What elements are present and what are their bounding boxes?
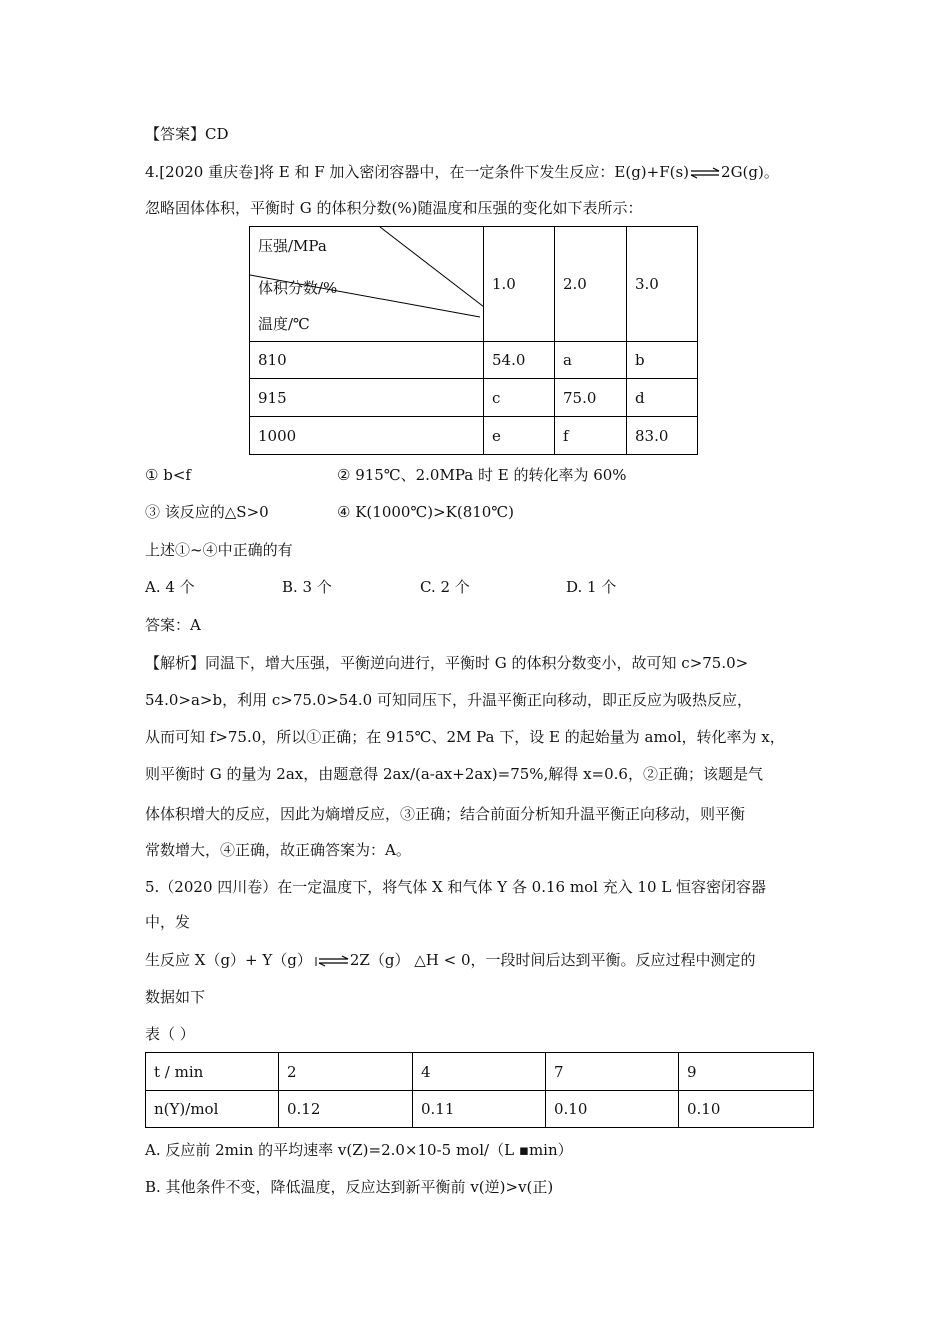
value-cell: 54.0 (484, 342, 555, 379)
q4-line1-post: 2G(g)。 (721, 163, 779, 181)
amount-cell: 0.12 (279, 1091, 413, 1128)
q5-line1: 5.（2020 四川卷）在一定温度下，将气体 X 和气体 Y 各 0.16 mol 充入 10 L 恒容密闭容器 (145, 878, 767, 896)
analysis-line: 【解析】同温下，增大压强，平衡逆向进行，平衡时 G 的体积分数变小，故可知 c>75.0> (145, 654, 749, 672)
statement-1: ① b<f (145, 466, 191, 484)
temp-cell: 915 (250, 379, 484, 417)
q5-option-b: B. 其他条件不变，降低温度，反应达到新平衡前 v(逆)>v(正) (145, 1178, 554, 1196)
value-cell: 75.0 (555, 379, 627, 417)
q5-line2: 中，发 (145, 913, 191, 931)
statement-2: ② 915℃、2.0MPa 时 E 的转化率为 60% (337, 466, 627, 484)
pressure-2: 2.0 (555, 227, 627, 342)
pressure-1: 1.0 (484, 227, 555, 342)
analysis-line: 从而可知 f>75.0，所以①正确；在 915℃、2M Pa 下，设 E 的起始量为 amol，转化率为 x， (145, 728, 785, 746)
value-cell: c (484, 379, 555, 417)
analysis-line: 体体积增大的反应，因此为熵增反应，③正确；结合前面分析知升温平衡正向移动，则平衡 (145, 805, 746, 823)
header-pressure: 压强/MPa (258, 237, 327, 255)
option-b: B. 3 个 (282, 578, 332, 596)
temp-cell: 1000 (250, 417, 484, 455)
analysis-line: 54.0>a>b，利用 c>75.0>54.0 可知同压下，升温平衡正向移动，即正反应为吸热反应， (145, 691, 752, 709)
q5-option-a: A. 反应前 2min 的平均速率 v(Z)=2.0×10-5 mol/（L ▪min） (145, 1141, 573, 1159)
table-diagonal-header (250, 227, 484, 342)
amount-cell: 0.11 (413, 1091, 546, 1128)
amount-cell: 0.10 (679, 1091, 814, 1128)
temp-cell: 810 (250, 342, 484, 379)
row-label: t / min (146, 1053, 279, 1091)
time-cell: 2 (279, 1053, 413, 1091)
time-cell: 9 (679, 1053, 814, 1091)
row-label: n(Y)/mol (146, 1091, 279, 1128)
option-c: C. 2 个 (420, 578, 470, 596)
value-cell: d (627, 379, 698, 417)
q4-prompt: 上述①~④中正确的有 (145, 541, 293, 559)
value-cell: e (484, 417, 555, 455)
q4-line1 (145, 162, 779, 182)
statement-3: ③ 该反应的△S>0 (145, 503, 269, 521)
analysis-line: 常数增大，④正确，故正确答案为：A。 (145, 841, 411, 859)
amount-cell: 0.10 (546, 1091, 679, 1128)
table-row (250, 379, 698, 417)
pressure-3: 3.0 (627, 227, 698, 342)
q5-line3 (145, 950, 756, 970)
table-row (146, 1053, 814, 1091)
analysis-line: 则平衡时 G 的量为 2ax，由题意得 2ax/(a-ax+2ax)=75%,解得 x=0.6，②正确；该题是气 (145, 765, 763, 783)
header-volume-fraction: 体积分数/% (258, 279, 338, 297)
option-d: D. 1 个 (566, 578, 617, 596)
statement-4: ④ K(1000℃)>K(810℃) (337, 503, 514, 521)
time-cell: 7 (546, 1053, 679, 1091)
table-row (250, 417, 698, 455)
equilibrium-arrow-icon (690, 167, 720, 179)
y-amount-table (145, 1052, 814, 1128)
g-volume-fraction-table (249, 226, 698, 455)
q4-line2: 忽略固体体积，平衡时 G 的体积分数(%)随温度和压强的变化如下表所示： (145, 199, 643, 217)
q5-line5: 表（ ） (145, 1025, 195, 1043)
header-temperature: 温度/℃ (258, 315, 310, 333)
q5-line3-post: 2Z（g） △H < 0，一段时间后达到平衡。反应过程中测定的 (349, 951, 756, 969)
q5-line3-pre: 生反应 X（g）+ Y（g） (145, 951, 312, 969)
value-cell: b (627, 342, 698, 379)
previous-answer: 【答案】CD (145, 125, 229, 143)
value-cell: 83.0 (627, 417, 698, 455)
time-cell: 4 (413, 1053, 546, 1091)
value-cell: f (555, 417, 627, 455)
equilibrium-arrow-icon (313, 955, 349, 967)
option-a: A. 4 个 (145, 578, 195, 596)
q4-answer: 答案：A (145, 616, 201, 634)
q4-line1-pre: 4.[2020 重庆卷]将 E 和 F 加入密闭容器中，在一定条件下发生反应：E(g)+F(s) (145, 163, 690, 181)
table-row (250, 342, 698, 379)
value-cell: a (555, 342, 627, 379)
table-row (146, 1091, 814, 1128)
q5-line4: 数据如下 (145, 988, 206, 1006)
